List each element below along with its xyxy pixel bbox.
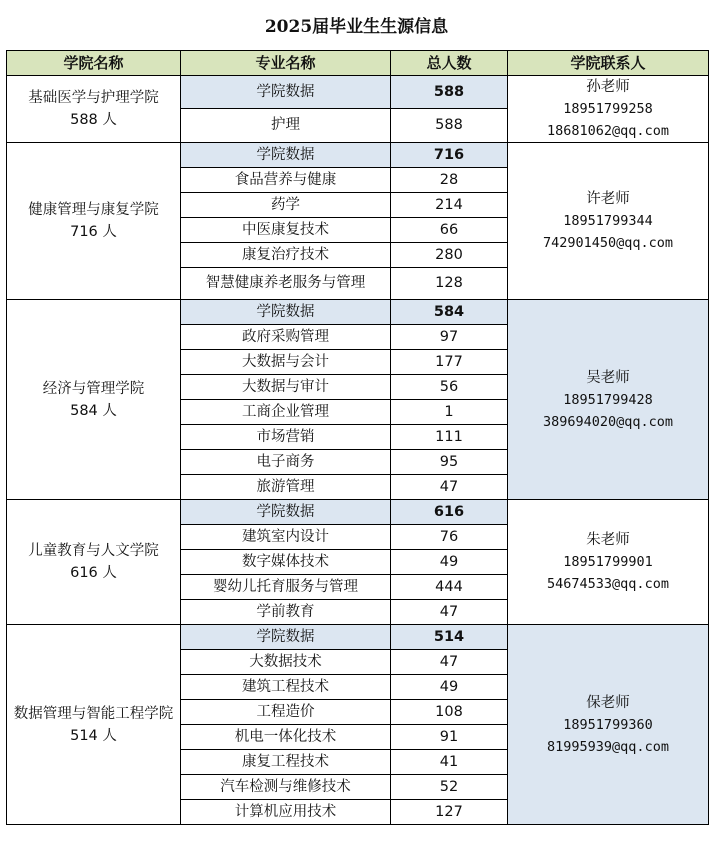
- major-name: 食品营养与健康: [181, 168, 391, 193]
- major-name: 工商企业管理: [181, 400, 391, 425]
- major-name: 政府采购管理: [181, 325, 391, 350]
- major-count: 49: [391, 550, 508, 575]
- college-name: 健康管理与康复学院: [28, 202, 159, 218]
- summary-label: 学院数据: [181, 625, 391, 650]
- summary-value: 716: [391, 143, 508, 168]
- major-count: 95: [391, 450, 508, 475]
- major-name: 旅游管理: [181, 475, 391, 500]
- contact-phone: 18951799344: [563, 213, 653, 229]
- table-header-row: [7, 51, 709, 76]
- major-count: 52: [391, 775, 508, 800]
- table-row: [7, 300, 709, 325]
- table-row: [7, 143, 709, 168]
- major-count: 66: [391, 218, 508, 243]
- table-row: [7, 625, 709, 650]
- contact-cell: [508, 76, 709, 143]
- major-count: 111: [391, 425, 508, 450]
- major-name: 建筑工程技术: [181, 675, 391, 700]
- contact-cell: [508, 143, 709, 300]
- summary-value: 616: [391, 500, 508, 525]
- major-count: 108: [391, 700, 508, 725]
- major-count: 127: [391, 800, 508, 825]
- major-count: 49: [391, 675, 508, 700]
- college-name: 数据管理与智能工程学院: [13, 705, 174, 722]
- header-major-name: 专业名称: [181, 51, 391, 76]
- college-count: 584 人: [70, 402, 117, 419]
- major-name: 婴幼儿托育服务与管理: [181, 575, 391, 600]
- college-count: 588 人: [70, 112, 117, 128]
- contact-name: 朱老师: [586, 532, 630, 548]
- header-total-count: 总人数: [391, 51, 508, 76]
- college-count: 514 人: [70, 727, 117, 744]
- major-count: 97: [391, 325, 508, 350]
- major-name: 数字媒体技术: [181, 550, 391, 575]
- college-name-cell: [7, 300, 181, 500]
- college-name-cell: [7, 500, 181, 625]
- contact-name: 孙老师: [586, 79, 630, 95]
- major-name: 康复工程技术: [181, 750, 391, 775]
- major-name: 大数据与会计: [181, 350, 391, 375]
- summary-label: 学院数据: [181, 143, 391, 168]
- contact-cell: [508, 500, 709, 625]
- contact-name: 许老师: [586, 191, 630, 207]
- header-college-name: 学院名称: [7, 51, 181, 76]
- major-name: 康复治疗技术: [181, 243, 391, 268]
- contact-cell: [508, 625, 709, 825]
- college-count: 716 人: [70, 224, 117, 240]
- contact-email[interactable]: 54674533@qq.com: [547, 576, 669, 592]
- major-name: 计算机应用技术: [181, 800, 391, 825]
- college-name: 儿童教育与人文学院: [28, 543, 159, 559]
- contact-name: 吴老师: [586, 369, 630, 386]
- major-count: 76: [391, 525, 508, 550]
- major-count: 588: [391, 109, 508, 143]
- major-count: 128: [391, 268, 508, 300]
- major-name: 汽车检测与维修技术: [181, 775, 391, 800]
- college-name: 基础医学与护理学院: [28, 90, 159, 106]
- table-body: [7, 76, 709, 825]
- contact-email[interactable]: 389694020@qq.com: [542, 413, 674, 430]
- major-name: 大数据技术: [181, 650, 391, 675]
- summary-value: 584: [391, 300, 508, 325]
- summary-value: 588: [391, 76, 508, 109]
- contact-email[interactable]: 742901450@qq.com: [542, 235, 674, 251]
- major-name: 中医康复技术: [181, 218, 391, 243]
- major-count: 1: [391, 400, 508, 425]
- major-count: 91: [391, 725, 508, 750]
- summary-label: 学院数据: [181, 300, 391, 325]
- college-count: 616 人: [70, 565, 117, 581]
- header-contact: 学院联系人: [508, 51, 709, 76]
- major-count: 444: [391, 575, 508, 600]
- summary-label: 学院数据: [181, 500, 391, 525]
- graduate-info-table: [6, 50, 709, 825]
- contact-email[interactable]: 18681062@qq.com: [547, 123, 669, 139]
- major-count: 56: [391, 375, 508, 400]
- contact-email[interactable]: 81995939@qq.com: [547, 738, 669, 755]
- contact-phone: 18951799428: [563, 391, 653, 408]
- major-count: 177: [391, 350, 508, 375]
- college-name-cell: [7, 76, 181, 143]
- contact-phone: 18951799360: [563, 716, 653, 733]
- major-name: 学前教育: [181, 600, 391, 625]
- major-name: 工程造价: [181, 700, 391, 725]
- major-name: 智慧健康养老服务与管理: [181, 268, 391, 300]
- table-row: [7, 500, 709, 525]
- contact-name: 保老师: [586, 694, 630, 711]
- contact-phone: 18951799901: [563, 554, 653, 570]
- major-count: 41: [391, 750, 508, 775]
- major-name: 护理: [181, 109, 391, 143]
- college-name-cell: [7, 625, 181, 825]
- major-count: 28: [391, 168, 508, 193]
- major-count: 47: [391, 650, 508, 675]
- major-count: 280: [391, 243, 508, 268]
- page-title: 2025届毕业生生源信息: [264, 17, 449, 37]
- contact-cell: [508, 300, 709, 500]
- major-name: 市场营销: [181, 425, 391, 450]
- major-name: 机电一体化技术: [181, 725, 391, 750]
- major-count: 47: [391, 475, 508, 500]
- major-name: 建筑室内设计: [181, 525, 391, 550]
- college-name: 经济与管理学院: [42, 380, 145, 397]
- college-name-cell: [7, 143, 181, 300]
- major-count: 214: [391, 193, 508, 218]
- contact-phone: 18951799258: [563, 101, 653, 117]
- major-name: 电子商务: [181, 450, 391, 475]
- summary-value: 514: [391, 625, 508, 650]
- summary-label: 学院数据: [181, 76, 391, 109]
- major-name: 大数据与审计: [181, 375, 391, 400]
- table-row: [7, 76, 709, 109]
- major-count: 47: [391, 600, 508, 625]
- major-name: 药学: [181, 193, 391, 218]
